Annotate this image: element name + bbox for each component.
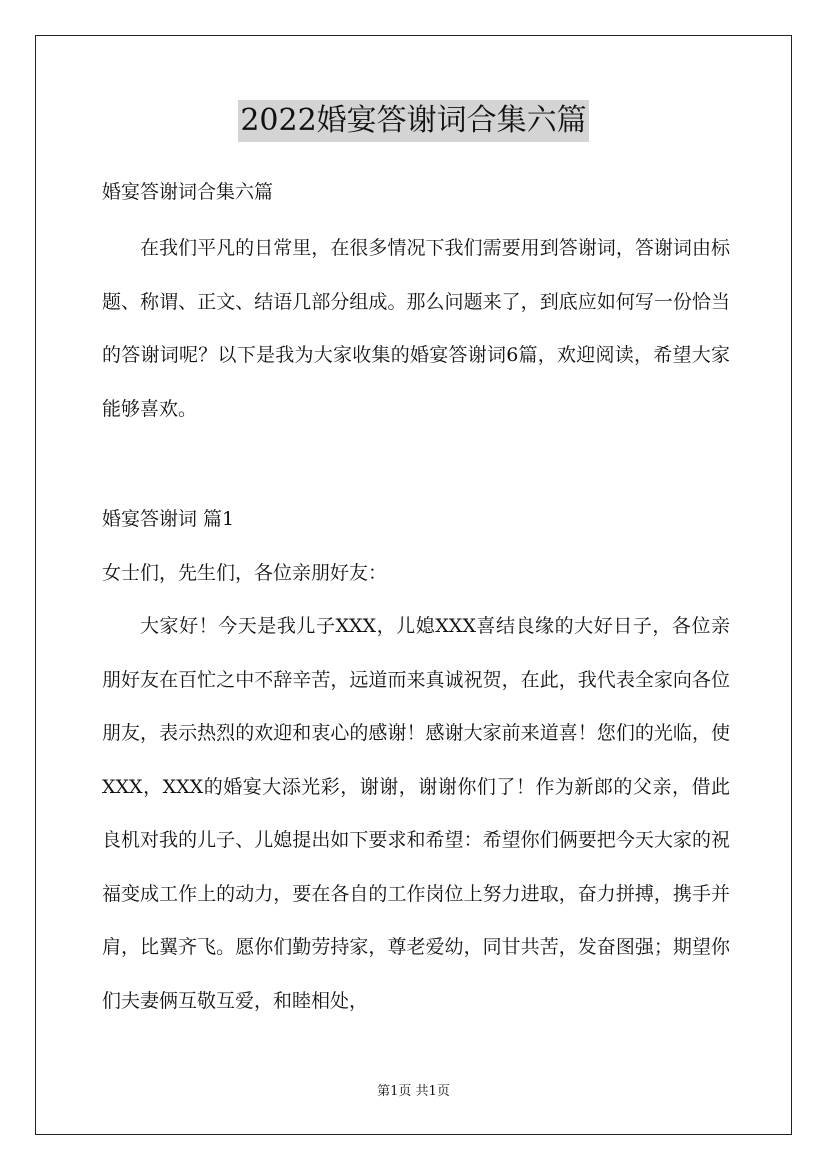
intro-paragraph: 在我们平凡的日常里，在很多情况下我们需要用到答谢词，答谢词由标题、称谓、正文、结语几部分组成。那么问题来了，到底应如何写一份恰当的答谢词呢？以下是我为大家收集的婚宴答谢词6篇，欢迎阅读，希望大家能够喜欢。 [102,237,730,420]
document-title: 2022婚宴答谢词合集六篇 [238,100,588,142]
title-container [0,100,827,142]
body-paragraph: 大家好！今天是我儿子XXX，儿媳XXX喜结良缘的大好日子，各位亲朋好友在百忙之中不辞辛苦，远道而来真诚祝贺，在此，我代表全家向各位朋友，表示热烈的欢迎和衷心的感谢！感谢大家前来道喜！您们的光临，使XXX，XXX的婚宴大添光彩，谢谢，谢谢你们了！作为新郎的父亲，借此良机对我的儿子、儿媳提出如下要求和希望：希望你们俩要把今天大家的祝福变成工作上的动力，要在各自的工作岗位上努力进取，奋力拼搏，携手并肩，比翼齐飞。愿你们勤劳持家，尊老爱幼，同甘共苦，发奋图强；期望你们夫妻俩互敬互爱，和睦相处， [102,615,730,1012]
section-heading: 婚宴答谢词 篇1 [102,508,235,530]
page-footer: 第1页 共1页 [377,1084,450,1099]
salutation-line: 女士们，先生们，各位亲朋好友： [102,562,388,584]
document-subtitle: 婚宴答谢词合集六篇 [102,181,274,203]
